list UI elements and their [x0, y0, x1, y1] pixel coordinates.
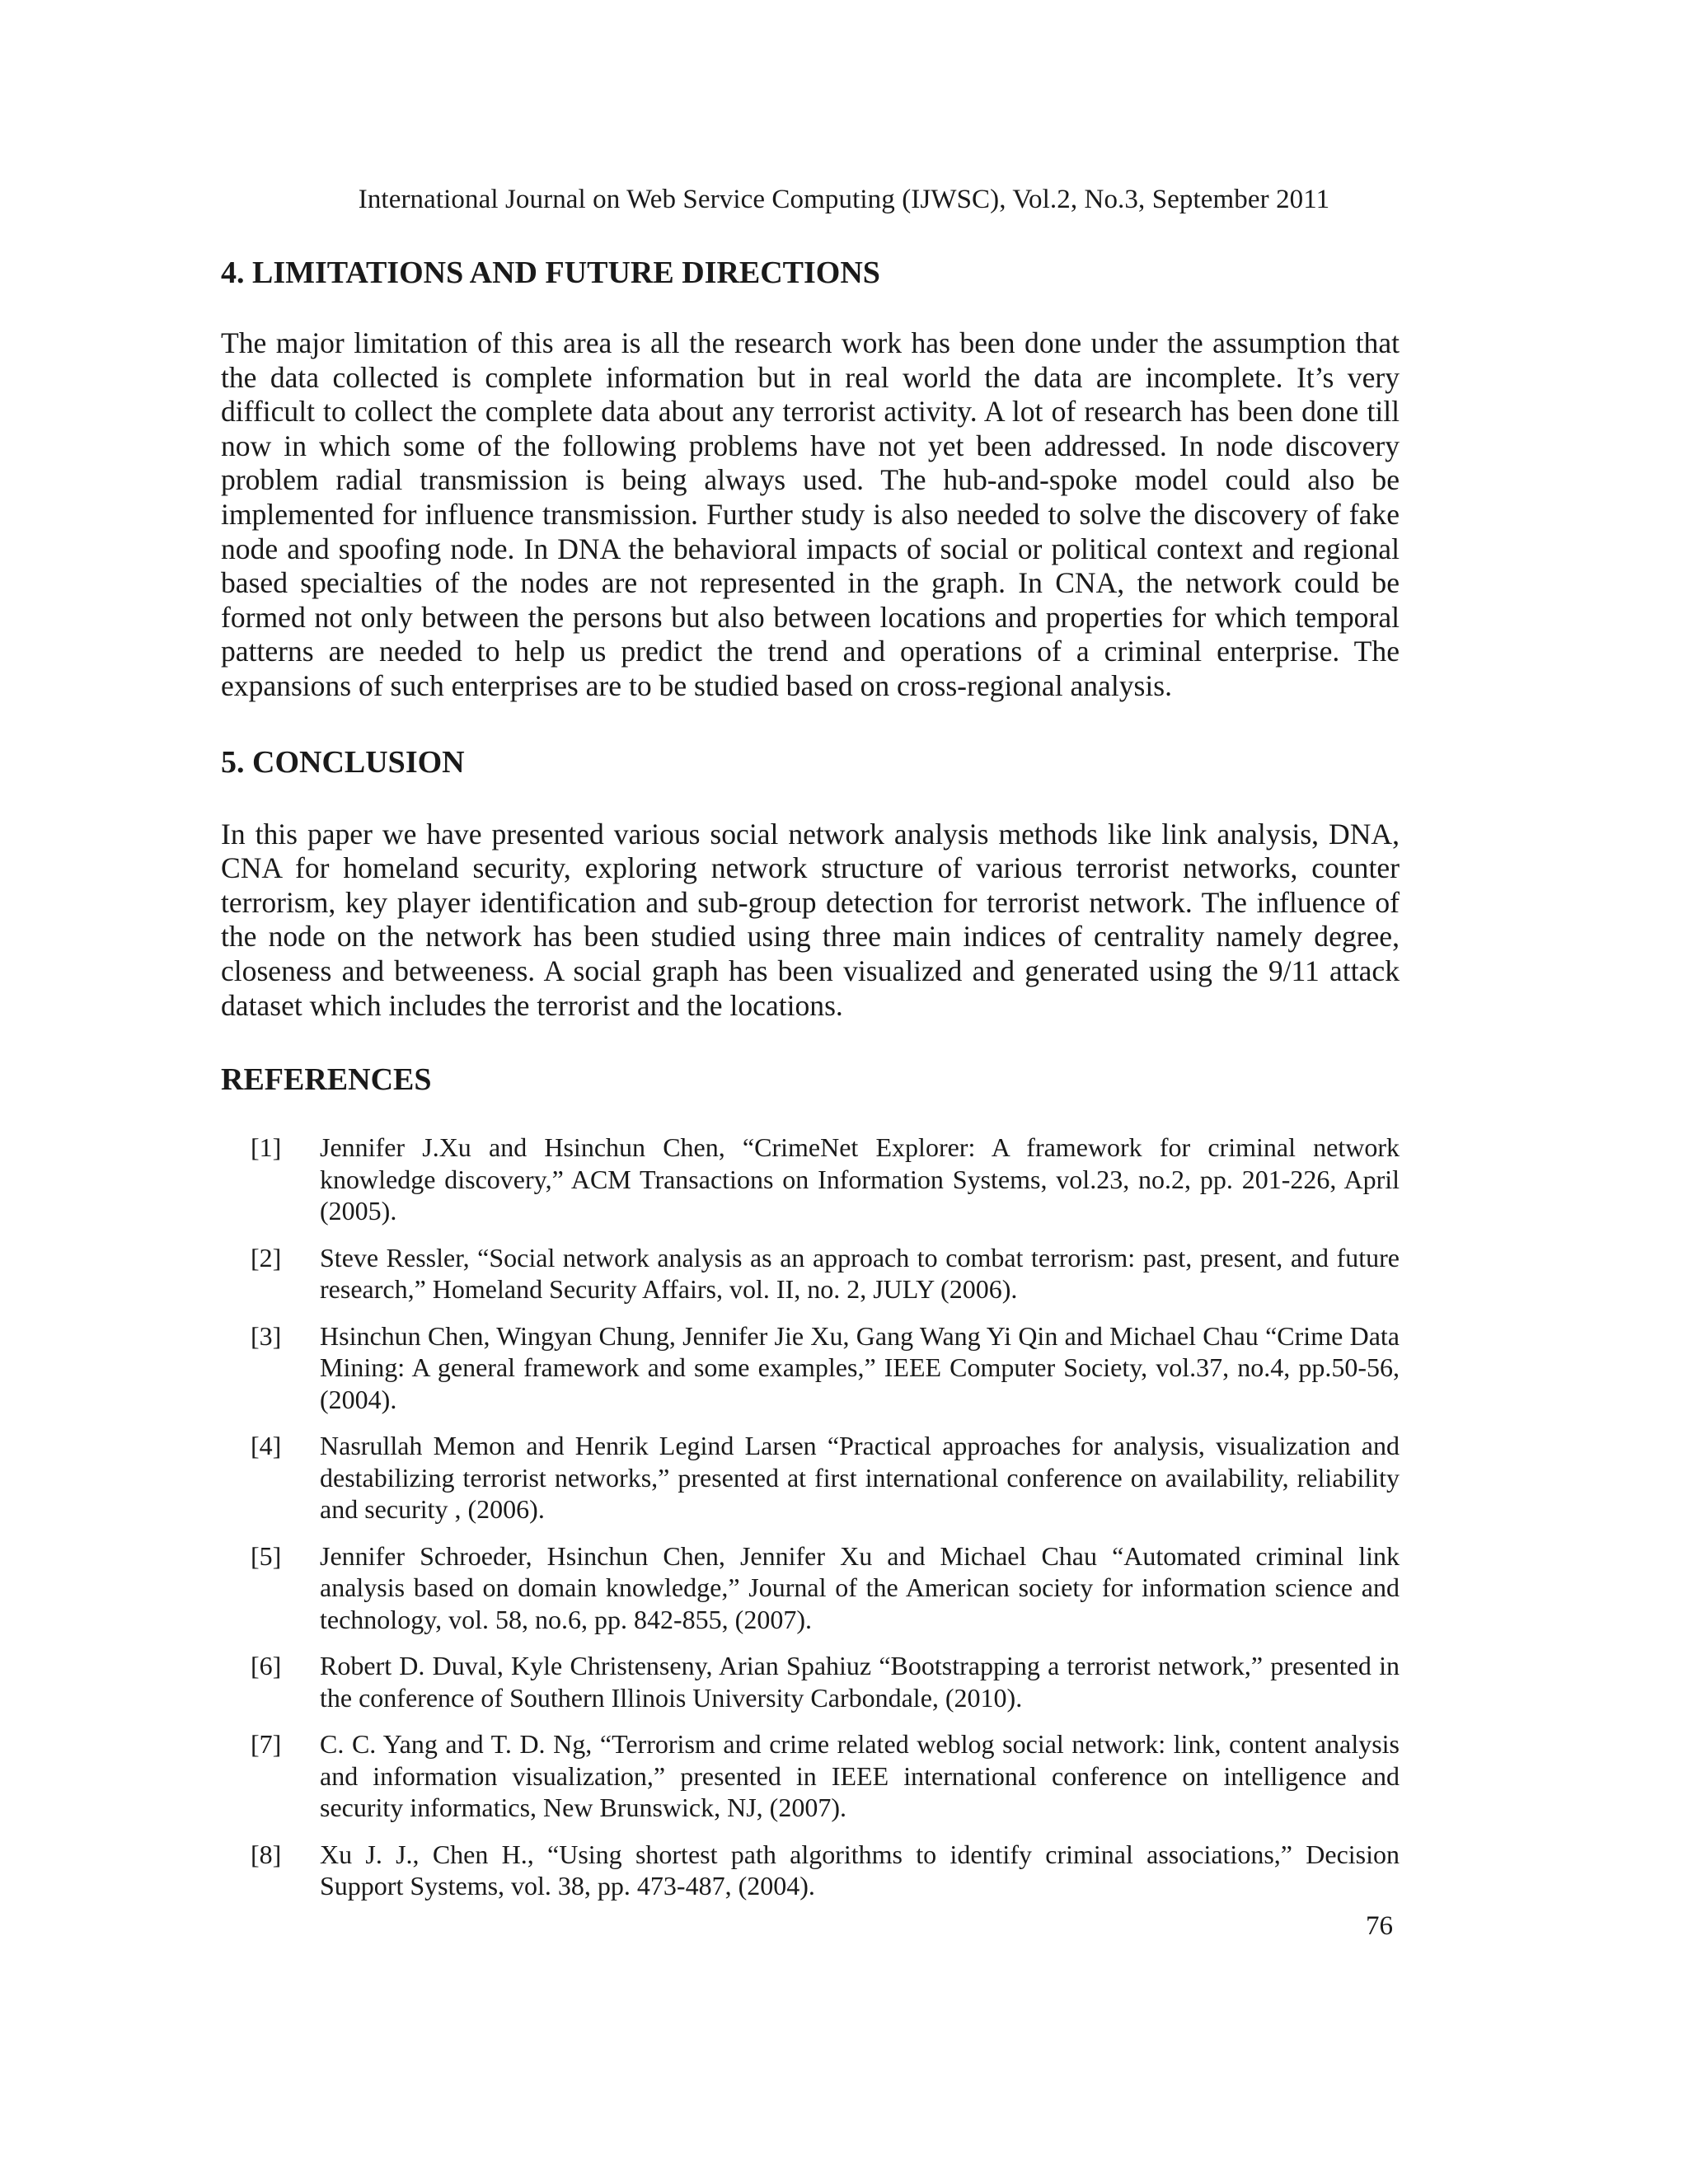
reference-number: [6] [251, 1651, 282, 1681]
heading-smallcaps: EFERENCES [243, 1062, 432, 1098]
reference-item [221, 1132, 1400, 1227]
section-heading-conclusion [221, 743, 1400, 781]
reference-item [221, 1839, 1400, 1902]
reference-text: Jennifer J.Xu and Hsinchun Chen, “CrimeNet Explorer: A framework for criminal network knowledge discovery,” ACM Transactions on Information Systems, vol.23, no.2, pp. 201-226, April (2005). [320, 1132, 1400, 1226]
section-number: 4. [221, 255, 252, 290]
page-number: 76 [1366, 1911, 1393, 1941]
reference-text: Robert D. Duval, Kyle Christenseny, Arian Spahiuz “Bootstrapping a terrorist network,” presented in the conference of Southern Illinois University Carbondale, (2010). [320, 1651, 1400, 1713]
reference-number: [1] [251, 1132, 282, 1163]
section-heading-limitations [221, 254, 1400, 292]
heading-initial: L [252, 255, 274, 290]
heading-initial: F [545, 255, 565, 290]
reference-item [221, 1728, 1400, 1824]
reference-number: [5] [251, 1540, 282, 1571]
section-number: 5. [221, 744, 252, 780]
reference-text: C. C. Yang and T. D. Ng, “Terrorism and crime related weblog social network: link, content analysis and information visualization,” presented in IEEE international conference on intelligence and security informatics, New Brunswick, NJ, (2007). [320, 1729, 1400, 1823]
reference-number: [2] [251, 1242, 282, 1272]
reference-text: Steve Ressler, “Social network analysis as an approach to combat terrorism: past, present, and future research,” Homeland Security Affairs, vol. II, no. 2, JULY (2006). [320, 1242, 1400, 1305]
reference-item [221, 1430, 1400, 1526]
reference-text: Xu J. J., Chen H., “Using shortest path algorithms to identify criminal associations,” Decision Support Systems, vol. 38, pp. 473-487, (2004). [320, 1839, 1400, 1901]
reference-list [221, 1132, 1400, 1902]
running-header: International Journal on Web Service Computing (IJWSC), Vol.2, No.3, September 2011 [358, 185, 1330, 214]
reference-item [221, 1540, 1400, 1636]
page-content [221, 247, 1400, 1917]
reference-number: [4] [251, 1431, 282, 1461]
reference-item [221, 1320, 1400, 1416]
reference-text: Jennifer Schroeder, Hsinchun Chen, Jennifer Xu and Michael Chau “Automated criminal link analysis based on domain knowledge,” Journal of the American society for information science and technology, vol. 58, no.6, pp. 842-855, (2007). [320, 1540, 1400, 1634]
heading-smallcaps: IRECTIONS [704, 255, 880, 290]
reference-number: [8] [251, 1839, 282, 1869]
heading-smallcaps: IMITATIONS AND [273, 255, 546, 290]
reference-item [221, 1650, 1400, 1713]
section-heading-references [221, 1061, 1400, 1099]
heading-smallcaps: UTURE [564, 255, 682, 290]
paragraph-conclusion: In this paper we have presented various social network analysis methods like link analysis, DNA, CNA for homeland security, exploring network structure of various terrorist networks, counter terrorism, key player identification and sub-group detection for terrorist network. The influence of the node on the network has been studied using three main indices of centrality namely degree, closeness and betweeness. A social graph has been visualized and generated using the 9/11 attack dataset which includes the terrorist and the locations. [221, 817, 1400, 1022]
paragraph-limitations: The major limitation of this area is all the research work has been done under the assumption that the data collected is complete information but in real world the data are incomplete. It’s very difficult to collect the complete data about any terrorist activity. A lot of research has been done till now in which some of the following problems have not yet been addressed. In node discovery problem radial transmission is being always used. The hub-and-spoke model could also be implemented for influence transmission. Further study is also needed to solve the discovery of fake node and spoofing node. In DNA the behavioral impacts of social or political context and regional based specialties of the nodes are not represented in the graph. In CNA, the network could be formed not only between the persons but also between locations and properties for which temporal patterns are needed to help us predict the trend and operations of a criminal enterprise. The expansions of such enterprises are to be studied based on cross-regional analysis. [221, 326, 1400, 702]
heading-initial: C [252, 744, 275, 780]
heading-initial: D [682, 255, 705, 290]
reference-number: [7] [251, 1729, 282, 1760]
reference-number: [3] [251, 1320, 282, 1351]
reference-item [221, 1242, 1400, 1305]
heading-initial: R [221, 1062, 244, 1098]
heading-smallcaps: ONCLUSION [274, 744, 465, 780]
reference-text: Hsinchun Chen, Wingyan Chung, Jennifer Jie Xu, Gang Wang Yi Qin and Michael Chau “Crime Data Mining: A general framework and some examples,” IEEE Computer Society, vol.37, no.4, pp.50-56, (2004). [320, 1320, 1400, 1414]
reference-text: Nasrullah Memon and Henrik Legind Larsen “Practical approaches for analysis, visualization and destabilizing terrorist networks,” presented at first international conference on availability, reliability and security , (2006). [320, 1431, 1400, 1525]
